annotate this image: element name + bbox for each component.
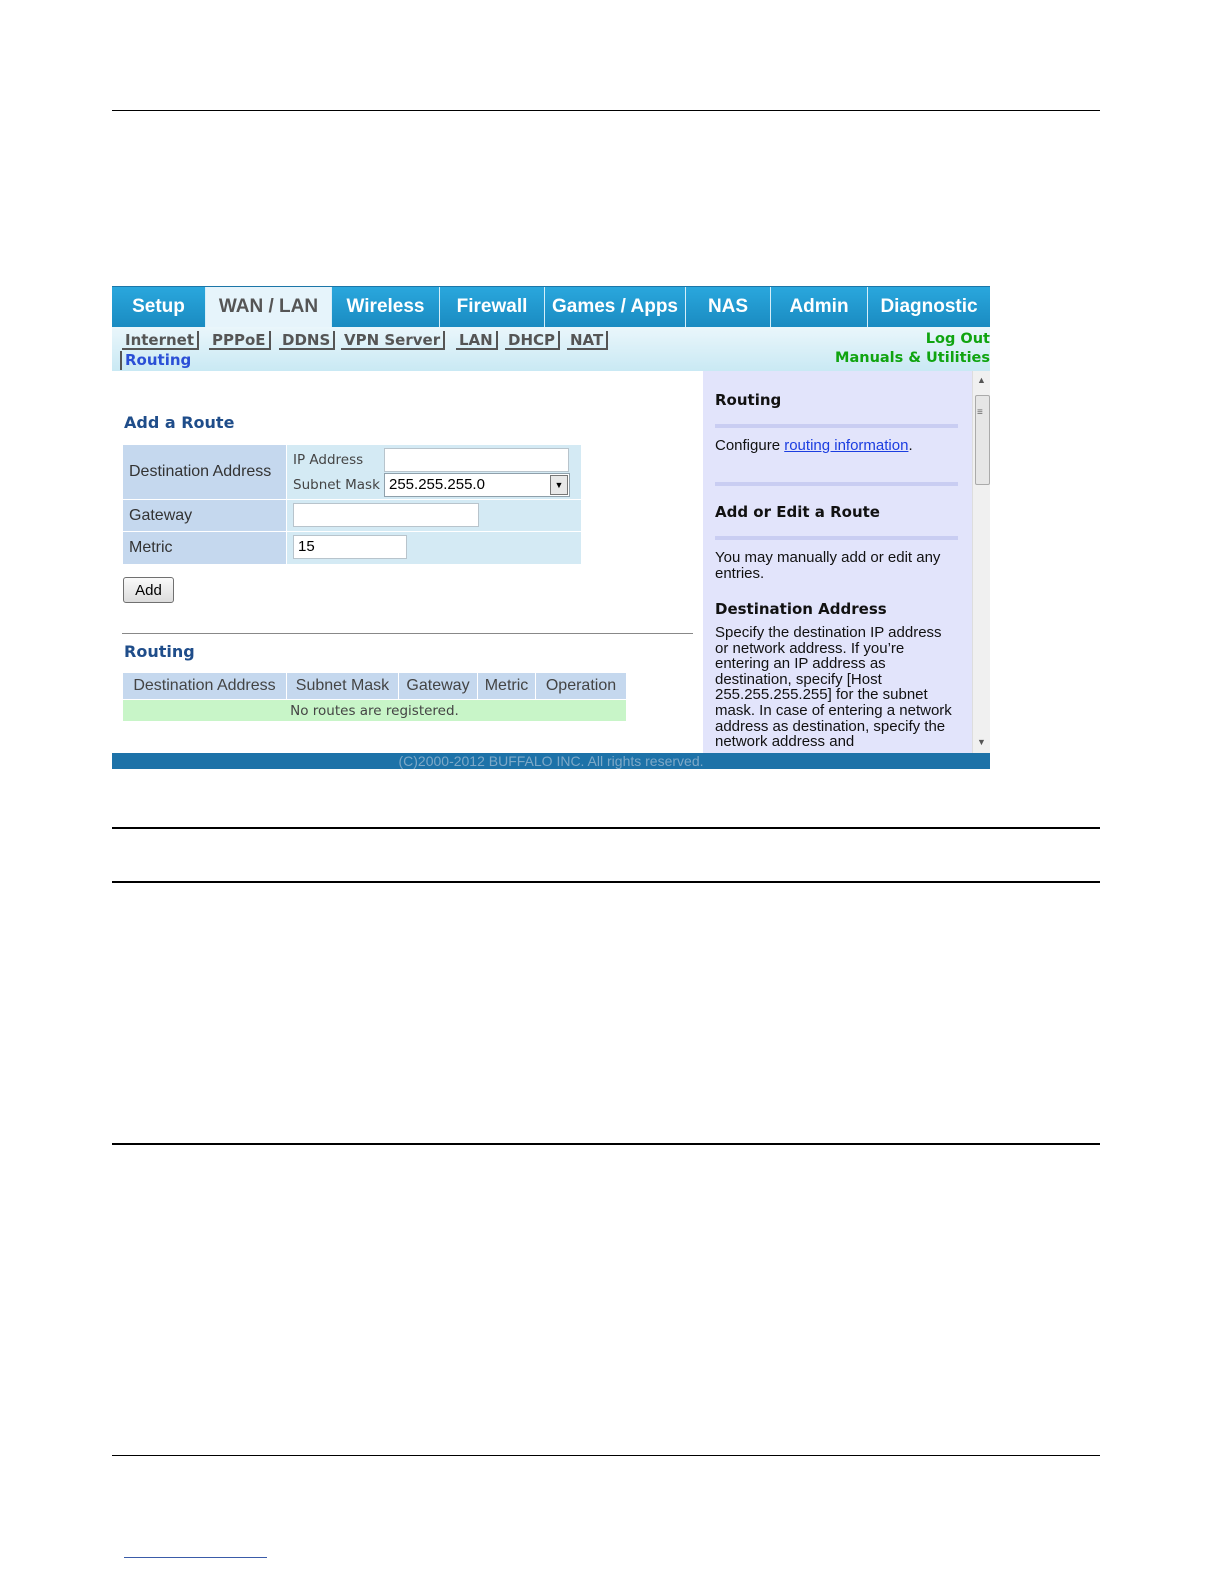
help-add-edit-text: You may manually add or edit any entries. [715, 549, 941, 582]
metric-input[interactable]: 15 [293, 535, 407, 559]
copyright-footer: (C)2000-2012 BUFFALO INC. All rights reserved. [112, 753, 990, 769]
help-routing-text-suffix: . [908, 437, 913, 454]
col-operation: Operation [536, 673, 626, 699]
tab-diagnostic[interactable]: Diagnostic [868, 287, 990, 327]
log-out-link[interactable]: Log Out [925, 331, 990, 347]
col-subnet-mask: Subnet Mask [287, 673, 398, 699]
footer-rule [112, 1455, 1100, 1456]
help-divider-3 [715, 536, 958, 540]
routing-information-link[interactable]: routing information [784, 437, 909, 454]
main-tab-bar [112, 287, 990, 327]
empty-routes-row: No routes are registered. [123, 700, 626, 721]
ip-address-label: IP Address [293, 452, 364, 468]
help-divider-1 [715, 424, 958, 428]
scroll-grip-icon: ≡ [977, 407, 983, 418]
ip-address-input[interactable] [384, 448, 569, 472]
gateway-label: Gateway [123, 500, 286, 531]
tab-nas[interactable]: NAS [686, 287, 771, 327]
subnav-ddns[interactable]: DDNS [279, 331, 335, 350]
metric-label: Metric [123, 532, 286, 564]
section-divider [122, 633, 693, 634]
tab-admin[interactable]: Admin [771, 287, 868, 327]
col-metric: Metric [478, 673, 535, 699]
routing-table-title: Routing [124, 642, 195, 661]
tab-firewall[interactable]: Firewall [440, 287, 545, 327]
help-panel [703, 371, 972, 753]
subnet-mask-value: 255.255.255.0 [389, 476, 485, 493]
router-screenshot [112, 286, 990, 769]
col-gateway: Gateway [399, 673, 477, 699]
col-destination-address: Destination Address [123, 673, 286, 699]
add-route-title: Add a Route [124, 413, 235, 432]
section-rule-3 [112, 1143, 1100, 1145]
help-routing-title: Routing [715, 391, 782, 409]
help-divider-2 [715, 482, 958, 486]
help-add-edit-title: Add or Edit a Route [715, 503, 880, 521]
subnav-routing[interactable]: Routing [120, 351, 194, 370]
dropdown-arrow-icon[interactable]: ▼ [550, 475, 568, 495]
tab-games-apps[interactable]: Games / Apps [545, 287, 686, 327]
destination-address-cell [287, 445, 581, 499]
subnav-dhcp[interactable]: DHCP [505, 331, 560, 350]
subnet-mask-label: Subnet Mask [293, 477, 380, 493]
subnav-pppoe[interactable]: PPPoE [209, 331, 271, 350]
section-rule-2 [112, 881, 1100, 883]
tab-setup[interactable]: Setup [112, 287, 206, 327]
scroll-down-icon[interactable]: ▼ [977, 737, 986, 747]
help-destination-title: Destination Address [715, 600, 887, 618]
help-routing-text-prefix: Configure [715, 437, 785, 454]
manuals-utilities-link[interactable]: Manuals & Utilities [835, 350, 990, 366]
sub-navigation [112, 327, 990, 371]
metric-cell [287, 532, 581, 564]
add-button[interactable]: Add [123, 577, 174, 603]
help-destination-text: Specify the destination IP address or network address. If you’re entering an IP address as destination, specify [Host 255.255.255.255] for the subnet mask. In case of entering a network address as destination, specify the network address and [715, 624, 952, 751]
gateway-cell [287, 500, 581, 531]
tab-wan-lan[interactable]: WAN / LAN [206, 287, 332, 327]
help-routing-text [715, 438, 959, 454]
footnote-rule [124, 1557, 267, 1558]
subnet-mask-select[interactable] [384, 473, 570, 497]
scroll-up-icon[interactable]: ▲ [977, 375, 986, 385]
destination-address-label: Destination Address [123, 445, 286, 499]
subnav-nat[interactable]: NAT [567, 331, 608, 350]
help-scrollbar[interactable] [972, 371, 990, 753]
tab-wireless[interactable]: Wireless [332, 287, 440, 327]
subnav-vpn-server[interactable]: VPN Server [341, 331, 445, 350]
section-rule-1 [112, 827, 1100, 829]
header-rule [112, 110, 1100, 111]
subnav-internet[interactable]: Internet [122, 331, 199, 350]
gateway-input[interactable] [293, 503, 479, 527]
subnav-lan[interactable]: LAN [456, 331, 498, 350]
